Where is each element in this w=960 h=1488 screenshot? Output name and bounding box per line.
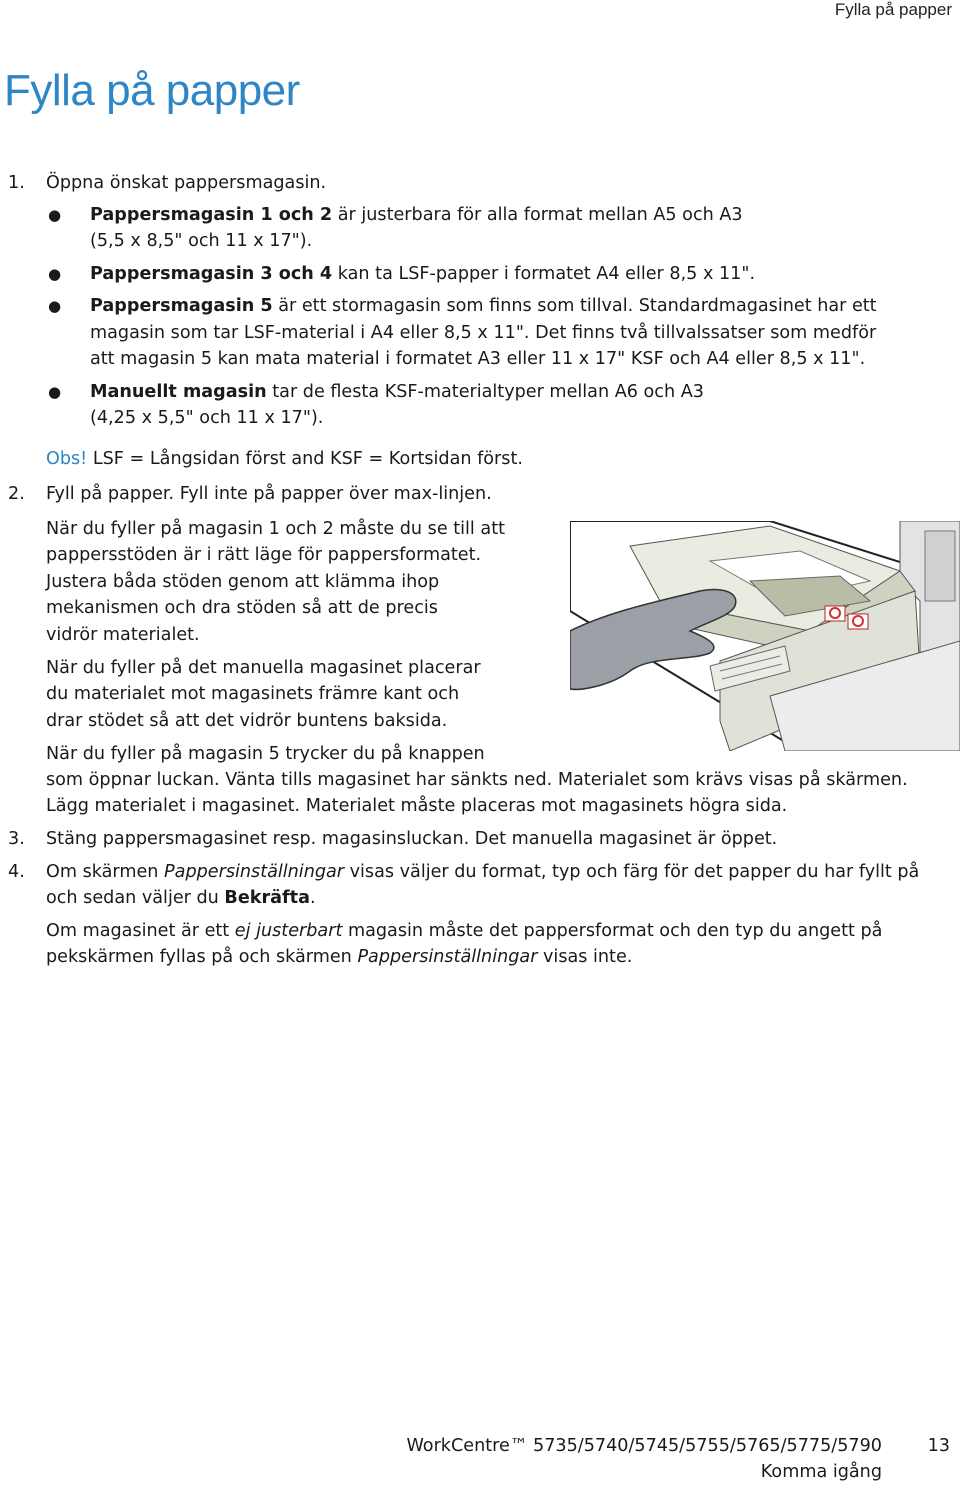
- paragraph-line: När du fyller på magasin 1 och 2 måste du se till att: [46, 519, 505, 539]
- running-header: Fylla på papper: [834, 0, 952, 19]
- bullet-text: magasin som tar LSF-material i A4 eller 8,5 x 11". Det finns två tillvalssatser som medför: [90, 323, 877, 343]
- bullet-icon: ●: [48, 383, 62, 401]
- footer-subtitle: Komma igång: [760, 1462, 882, 1482]
- bullet-text: Pappersmagasin 3 och 4 kan ta LSF-papper i formatet A4 eller 8,5 x 11".: [90, 264, 756, 284]
- step-text: Om skärmen Pappersinställningar visas väljer du format, typ och färg för det papper du har fyllt på: [46, 862, 920, 882]
- paragraph-line: du materialet mot magasinets främre kant och: [46, 684, 460, 704]
- paragraph-line: Justera båda stöden genom att klämma ihop: [46, 572, 440, 592]
- paragraph-line: Om magasinet är ett ej justerbart magasin måste det pappersformat och den typ du angett på: [46, 921, 883, 941]
- bullet-text: Pappersmagasin 5 är ett stormagasin som finns som tillval. Standardmagasinet har ett: [90, 296, 877, 316]
- bullet-icon: ●: [48, 206, 62, 224]
- bullet-text: (5,5 x 8,5" och 11 x 17").: [90, 231, 313, 251]
- step-number: 1.: [8, 173, 25, 193]
- bullet-text: (4,25 x 5,5" och 11 x 17").: [90, 408, 324, 428]
- step-number: 2.: [8, 484, 25, 504]
- paragraph-line: mekanismen och dra stöden så att de precis: [46, 598, 438, 618]
- paragraph-line: pappersstöden är i rätt läge för pappersformatet.: [46, 545, 482, 565]
- paragraph-line: som öppnar luckan. Vänta tills magasinet har sänkts ned. Materialet som krävs visas på skärmen.: [46, 770, 908, 790]
- paragraph-line: Lägg materialet i magasinet. Materialet måste placeras mot magasinets högra sida.: [46, 796, 788, 816]
- note: Obs! LSF = Långsidan först and KSF = Kortsidan först.: [46, 449, 523, 469]
- page-title: Fylla på papper: [4, 66, 300, 115]
- footer-model: WorkCentre™ 5735/5740/5745/5755/5765/5775/5790: [406, 1436, 882, 1456]
- step-text: Stäng pappersmagasinet resp. magasinsluckan. Det manuella magasinet är öppet.: [46, 829, 778, 849]
- bullet-text: Pappersmagasin 1 och 2 är justerbara för alla format mellan A5 och A3: [90, 205, 743, 225]
- paragraph-line: När du fyller på det manuella magasinet placerar: [46, 658, 481, 678]
- step-text: Fyll på papper. Fyll inte på papper över max-linjen.: [46, 484, 492, 504]
- note-label: Obs!: [46, 449, 88, 469]
- paper-tray-illustration: [570, 521, 960, 751]
- bullet-icon: ●: [48, 265, 62, 283]
- paragraph-line: drar stödet så att det vidrör buntens baksida.: [46, 711, 448, 731]
- step-number: 3.: [8, 829, 25, 849]
- paragraph-line: vidrör materialet.: [46, 625, 200, 645]
- bullet-text: Manuellt magasin tar de flesta KSF-materialtyper mellan A6 och A3: [90, 382, 704, 402]
- page-number: 13: [927, 1436, 950, 1456]
- paragraph-line: pekskärmen fyllas på och skärmen Pappersinställningar visas inte.: [46, 947, 633, 967]
- paragraph-line: När du fyller på magasin 5 trycker du på knappen: [46, 744, 485, 764]
- step-text: Öppna önskat pappersmagasin.: [46, 173, 327, 193]
- bullet-text: att magasin 5 kan mata material i formatet A3 eller 11 x 17" KSF och A4 eller 8,5 x 11".: [90, 349, 866, 369]
- bullet-icon: ●: [48, 297, 62, 315]
- step-number: 4.: [8, 862, 25, 882]
- step-text: och sedan väljer du Bekräfta.: [46, 888, 316, 908]
